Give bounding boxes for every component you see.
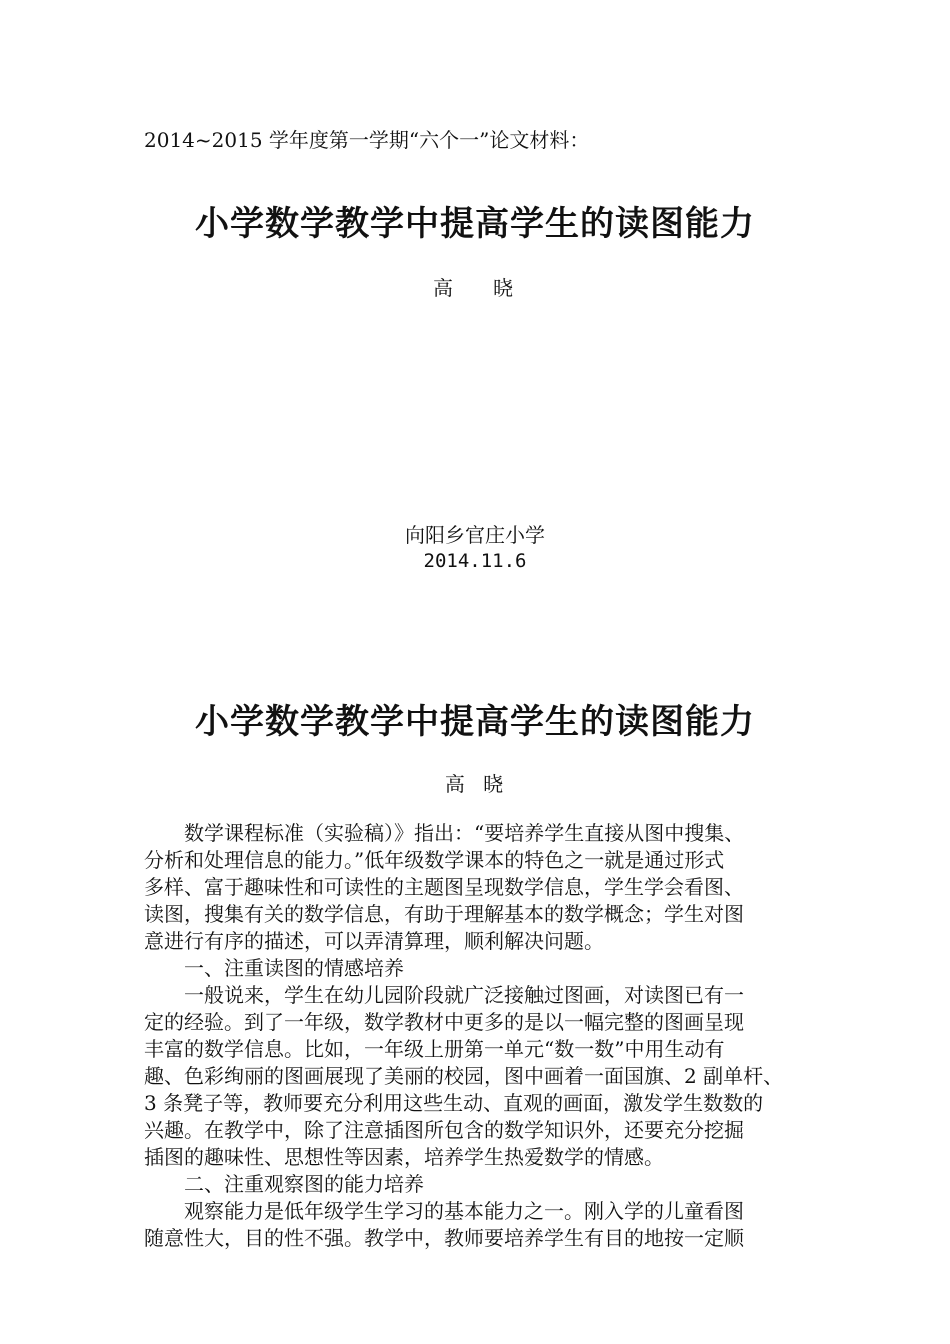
body-line: 插图的趣味性、思想性等因素，培养学生热爱数学的情感。 xyxy=(144,1145,664,1169)
cover-date: 2014.11.6 xyxy=(423,550,527,572)
body-line: 读图，搜集有关的数学信息，有助于理解基本的数学概念；学生对图 xyxy=(144,902,744,926)
body-line: 丰富的数学信息。比如，一年级上册第一单元“数一数”中用生动有 xyxy=(144,1037,725,1061)
body-line: 一般说来，学生在幼儿园阶段就广泛接触过图画，对读图已有一 xyxy=(144,983,744,1007)
article-body xyxy=(144,820,810,1252)
cover-title: 小学数学教学中提高学生的读图能力 xyxy=(195,204,755,244)
body-line: 3 条凳子等，教师要充分利用这些生动、直观的画面，激发学生数数的 xyxy=(144,1091,764,1115)
article-author: 高 晓 xyxy=(444,772,510,796)
body-line: 观察能力是低年级学生学习的基本能力之一。刚入学的儿童看图 xyxy=(144,1199,744,1223)
body-line: 定的经验。到了一年级，数学教材中更多的是以一幅完整的图画呈现 xyxy=(144,1010,744,1034)
body-line: 数学课程标准（实验稿）》指出：“要培养学生直接从图中搜集、 xyxy=(144,821,745,845)
section-heading: 一、注重读图的情感培养 xyxy=(144,956,404,980)
body-line: 兴趣。在教学中，除了注意插图所包含的数学知识外，还要充分挖掘 xyxy=(144,1118,744,1142)
body-line: 意进行有序的描述，可以弄清算理，顺利解决问题。 xyxy=(144,929,604,953)
article-title: 小学数学教学中提高学生的读图能力 xyxy=(195,702,755,742)
body-line: 趣、色彩绚丽的图画展现了美丽的校园，图中画着一面国旗、2 副单杆、 xyxy=(144,1064,784,1088)
body-line: 分析和处理信息的能力。”低年级数学课本的特色之一就是通过形式 xyxy=(144,848,725,872)
section-heading: 二、注重观察图的能力培养 xyxy=(144,1172,424,1196)
cover-author: 高 晓 xyxy=(433,276,523,300)
document-header-line: 2014~2015 学年度第一学期“六个一”论文材料： xyxy=(144,128,590,152)
body-line: 多样、富于趣味性和可读性的主题图呈现数学信息，学生学会看图、 xyxy=(144,875,744,899)
body-line: 随意性大，目的性不强。教学中，教师要培养学生有目的地按一定顺 xyxy=(144,1226,744,1250)
cover-school-name: 向阳乡官庄小学 xyxy=(405,523,545,547)
